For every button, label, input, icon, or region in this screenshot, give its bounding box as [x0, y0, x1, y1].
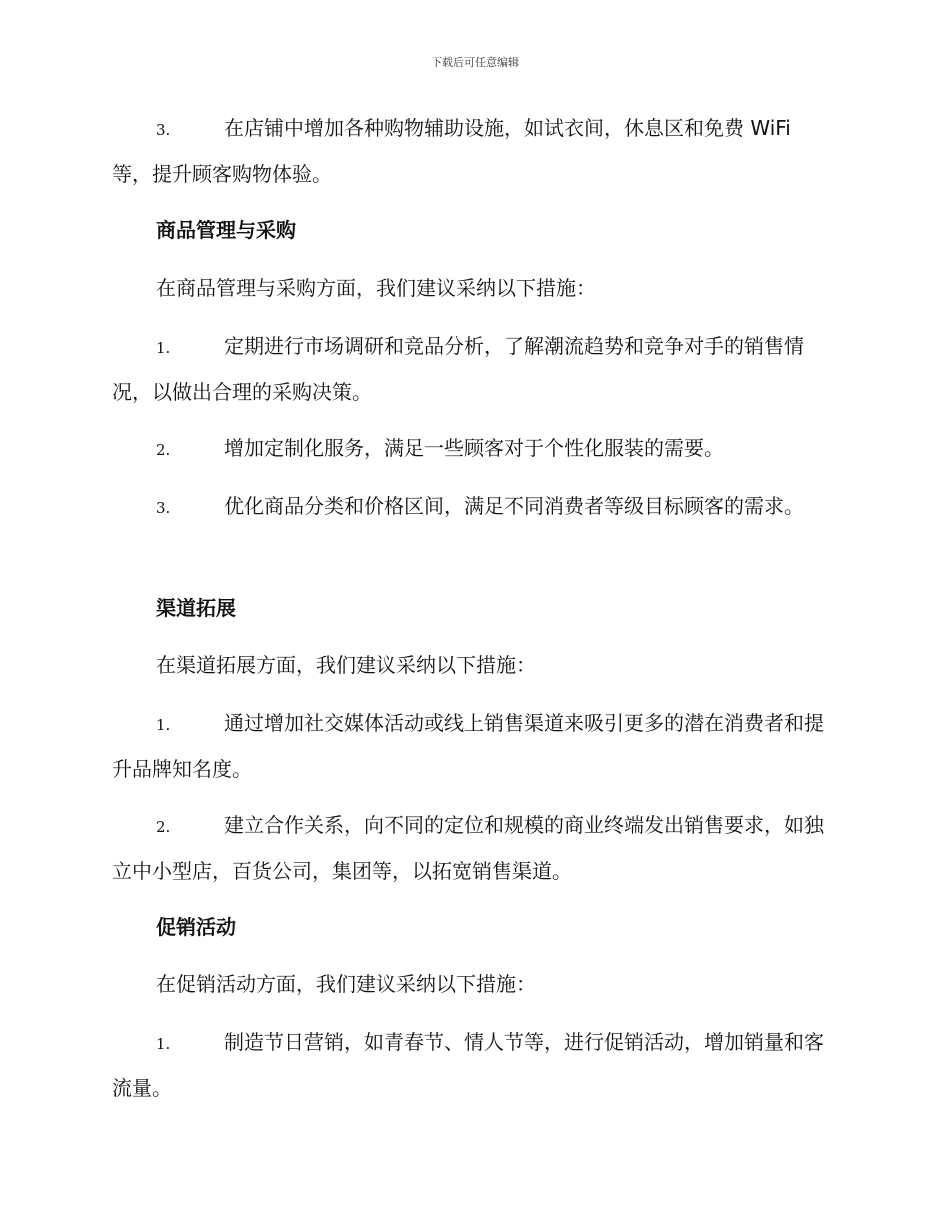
list-item-text: 制造节日营销，如青春节、情人节等，进行促销活动，增加销量和客流量。	[112, 1030, 824, 1100]
section-intro-promo: 在促销活动方面，我们建议采纳以下措施：	[156, 972, 536, 996]
section-heading-goods: 商品管理与采购	[156, 218, 296, 242]
section-heading-promo: 促销活动	[156, 915, 236, 939]
list-number: 1.	[156, 716, 171, 734]
section-intro-channel: 在渠道拓展方面，我们建议采纳以下措施：	[156, 653, 536, 677]
list-item-text: 建立合作关系，向不同的定位和规模的商业终端发出销售要求，如独立中小型店，百货公司，集团等，以拓宽销售渠道。	[112, 813, 824, 883]
list-number: 3.	[156, 499, 171, 517]
list-item-text: 在店铺中增加各种购物辅助设施，如试衣间，休息区和免费 WiFi 等，提升顾客购物体验。	[112, 116, 791, 186]
section-intro-goods: 在商品管理与采购方面，我们建议采纳以下措施：	[156, 276, 596, 300]
list-item	[112, 324, 834, 414]
list-item-text: 定期进行市场调研和竞品分析，了解潮流趋势和竞争对手的销售情况，以做出合理的采购决策。	[112, 334, 804, 404]
list-number: 2.	[156, 441, 171, 459]
list-item	[112, 701, 834, 791]
list-item-text: 优化商品分类和价格区间，满足不同消费者等级目标顾客的需求。	[224, 494, 804, 518]
list-item	[112, 803, 834, 893]
list-item-text: 增加定制化服务，满足一些顾客对于个性化服装的需要。	[224, 436, 724, 460]
list-item	[112, 484, 834, 530]
list-number: 2.	[156, 818, 171, 836]
list-number: 1.	[156, 339, 171, 357]
list-number: 3.	[156, 121, 171, 139]
list-item-text: 通过增加社交媒体活动或线上销售渠道来吸引更多的潜在消费者和提升品牌知名度。	[112, 711, 824, 781]
section-heading-channel: 渠道拓展	[156, 596, 236, 620]
list-number: 1.	[156, 1035, 171, 1053]
list-item	[112, 426, 834, 472]
list-item	[112, 106, 834, 196]
list-item	[112, 1020, 834, 1110]
page-header: 下载后可任意编辑	[431, 56, 519, 69]
